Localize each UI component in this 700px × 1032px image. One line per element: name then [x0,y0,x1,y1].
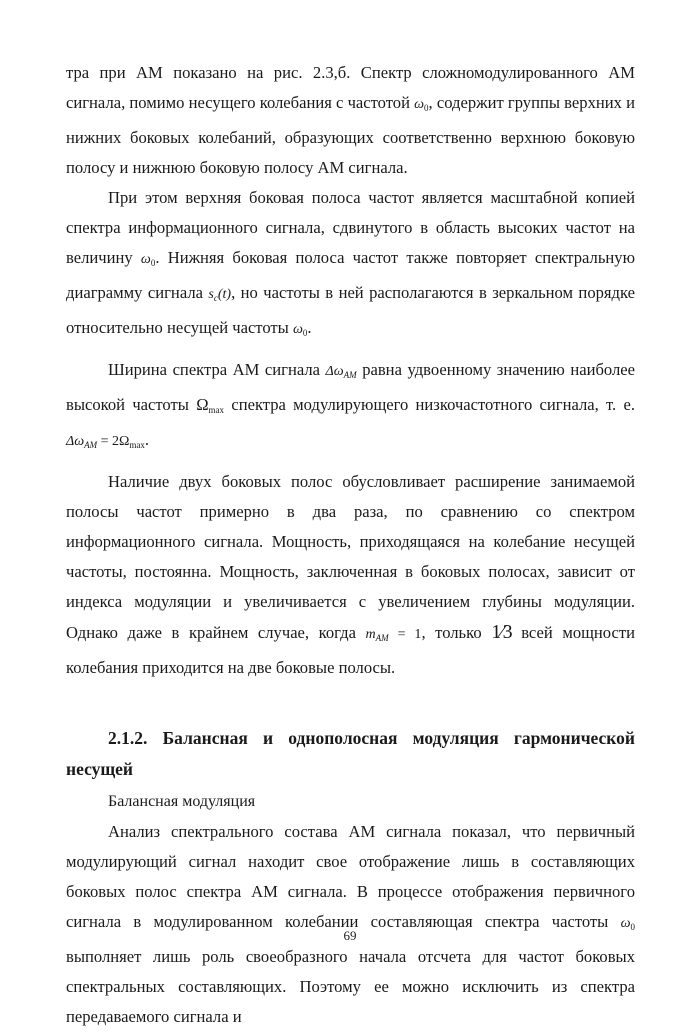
section-heading: 2.1.2. Балансная и однополосная модуляция гармонической несущей [66,728,635,779]
paragraph-upper-sideband [66,183,635,348]
formula-omega-max: $\Omega_{max}$ [196,395,225,415]
text-run: спектра модулирующего низкочастотного сигнала, т. е. [231,395,635,414]
page-body [66,58,635,1032]
formula-sc-t: sc(t) [208,287,232,303]
page-number: 69 [343,928,357,943]
formula-m-am-equals-1: mAM = 1 [365,627,422,643]
formula-omega0: $\omega_0$ [414,97,429,113]
text-run: тра при АМ показано на рис. 2.3,б. Спектр сложномодулированного АМ сигнала, помимо несущего колебания с частотой [66,63,635,112]
formula-omega0: $\omega_0$ [620,916,635,932]
paragraph-balanced-modulation [66,817,635,1032]
text-run: всей мощности колебания приходится на две боковые полосы. [66,623,635,677]
text-run: . [307,318,312,337]
text-run: . [144,430,150,449]
text-run: Наличие двух боковых полос обусловливает расширение занимаемой полосы частот примерно в два раза, по сравнению со спектром информационного сигнала. Мощность, приходящаяся на колебание несущей частоты, постоянна. Мощность, заключенная в боковых полосах, зависит от индекса модуляции и увеличивается с увеличением глубины модуляции. Однако даже в крайнем случае, когда [66,472,635,642]
paragraph-am-spectrum [66,58,635,183]
text-run: , только [421,623,482,642]
text-run: , содержит группы верхних и нижних боковых колебаний, образующих соответственно верхнюю боковую полосу и нижнюю боковую полосу АМ сигнала. [66,93,635,177]
formula-bandwidth-equation: $\Delta\omega AM = 2\Omega_{max}$ [66,434,145,450]
subsection-title: Балансная модуляция [108,793,256,810]
text-run: . Нижняя боковая полоса частот также повторяет спектральную диаграмму сигнала [66,248,635,302]
text-run: Ширина спектра АМ сигнала [108,360,321,379]
text-run: Анализ спектрального состава АМ сигнала показал, что первичный модулирующий сигнал находит свое отображение лишь в составляющих боковых полос спектра АМ сигнала. В процессе отображения первичного сигнала в модулированном колебании составляющая спектра частоты [66,822,635,931]
formula-omega0: $\omega_0$ [140,252,156,268]
text-run: При этом верхняя боковая полоса частот является масштабной копией спектра информационного сигнала, сдвинутого в область высоких частот на величину [66,188,635,267]
formula-delta-omega-am: ΔωAM [325,364,357,380]
formula-one-third: 1⁄3 [491,621,512,643]
formula-omega0: $\omega_0$ [292,322,308,338]
paragraph-two-sidebands [66,467,635,683]
text-run: , но частоты в ней располагаются в зеркальном порядке относительно несущей частоты [66,283,635,337]
text-run: выполняет лишь роль своеобразного начала отсчета для частот боковых спектральных составляющих. Поэтому ее можно исключить из спектра передаваемого сигнала и [66,947,635,1026]
text-run: равна удвоенному значению наиболее высокой частоты [66,360,635,414]
paragraph-bandwidth [66,355,635,460]
